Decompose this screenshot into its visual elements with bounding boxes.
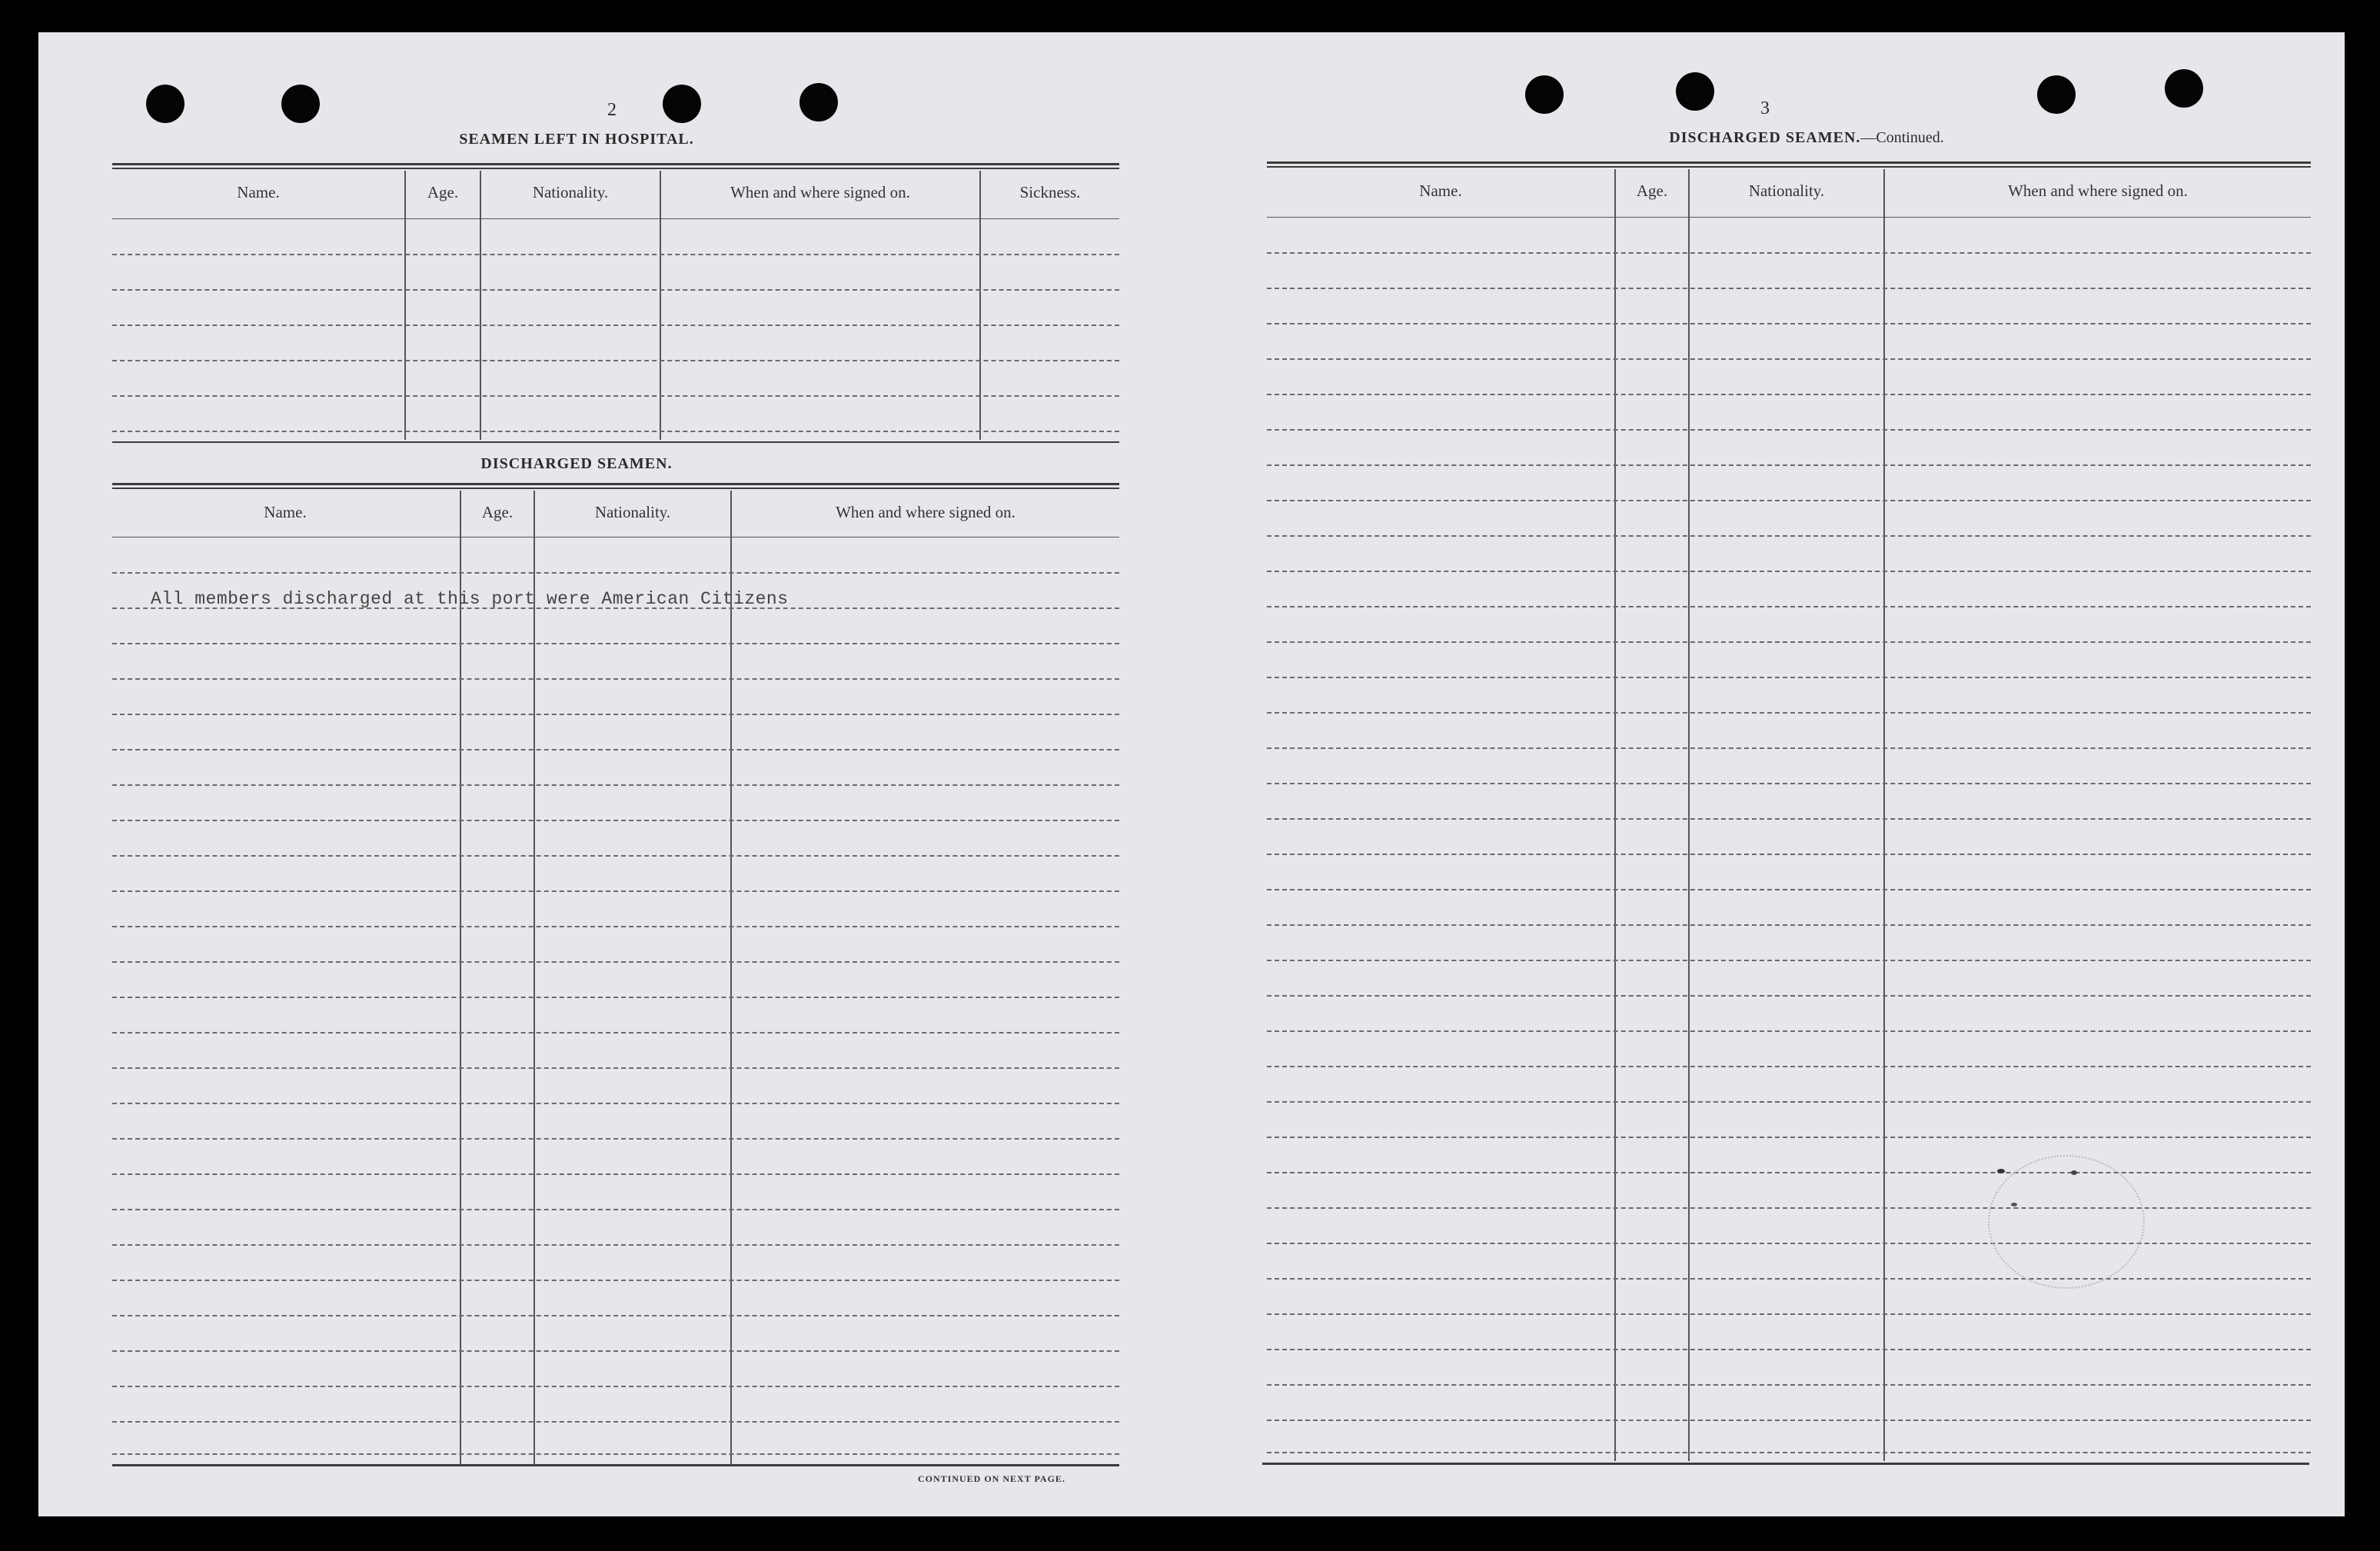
hospital-section-title: SEAMEN LEFT IN HOSPITAL. — [459, 131, 694, 148]
discharged-bottom-rule — [112, 1464, 1119, 1466]
ink-speck-1 — [1997, 1169, 2005, 1173]
punch-hole-7 — [2037, 75, 2076, 114]
faint-stamp-mark — [1988, 1155, 2145, 1289]
punch-hole-8 — [2165, 69, 2203, 108]
right-section-title — [1545, 129, 2068, 147]
right-col-age: Age. — [1636, 181, 1668, 200]
punch-hole-5 — [1525, 75, 1564, 114]
right-col-nationality: Nationality. — [1748, 181, 1825, 200]
right-top-rule — [1267, 161, 2311, 164]
discharged-col-name: Name. — [264, 503, 307, 521]
right-page-number: 3 — [1760, 98, 1770, 118]
discharged-section-title: DISCHARGED SEAMEN. — [480, 455, 673, 472]
punch-hole-3 — [663, 85, 701, 123]
hospital-bottom-rule — [112, 441, 1119, 443]
punch-hole-1 — [146, 85, 184, 123]
hospital-col-age: Age. — [427, 183, 459, 201]
discharged-top-rule-2 — [112, 488, 1119, 489]
ink-speck-2 — [2071, 1170, 2077, 1175]
discharged-col-nationality: Nationality. — [594, 503, 671, 521]
right-section-continued: —Continued. — [1860, 129, 1944, 146]
right-section-title-text: DISCHARGED SEAMEN. — [1669, 129, 1861, 146]
right-col-when-where: When and where signed on. — [2008, 181, 2188, 200]
punch-hole-4 — [799, 83, 838, 121]
right-col-name: Name. — [1419, 181, 1462, 200]
discharged-col-age: Age. — [481, 503, 514, 521]
discharged-col-when-where: When and where signed on. — [836, 503, 1015, 521]
right-top-rule-2 — [1267, 166, 2311, 168]
left-page-number: 2 — [607, 100, 617, 120]
hospital-top-rule-2 — [112, 168, 1119, 169]
hospital-col-when-where: When and where signed on. — [730, 183, 910, 201]
hospital-col-nationality: Nationality. — [532, 183, 609, 201]
discharged-top-rule — [112, 483, 1119, 485]
hospital-col-name: Name. — [237, 183, 280, 201]
discharged-typed-note: All members discharged at this port were American Citizens — [151, 589, 789, 609]
hospital-top-rule — [112, 163, 1119, 165]
continued-footer: CONTINUED ON NEXT PAGE. — [918, 1473, 1065, 1484]
punch-hole-6 — [1676, 72, 1714, 111]
punch-hole-2 — [281, 85, 320, 123]
ink-speck-3 — [2011, 1203, 2017, 1207]
document-paper — [38, 32, 2345, 1516]
hospital-col-sickness: Sickness. — [1019, 183, 1081, 201]
right-bottom-rule — [1262, 1463, 2309, 1465]
